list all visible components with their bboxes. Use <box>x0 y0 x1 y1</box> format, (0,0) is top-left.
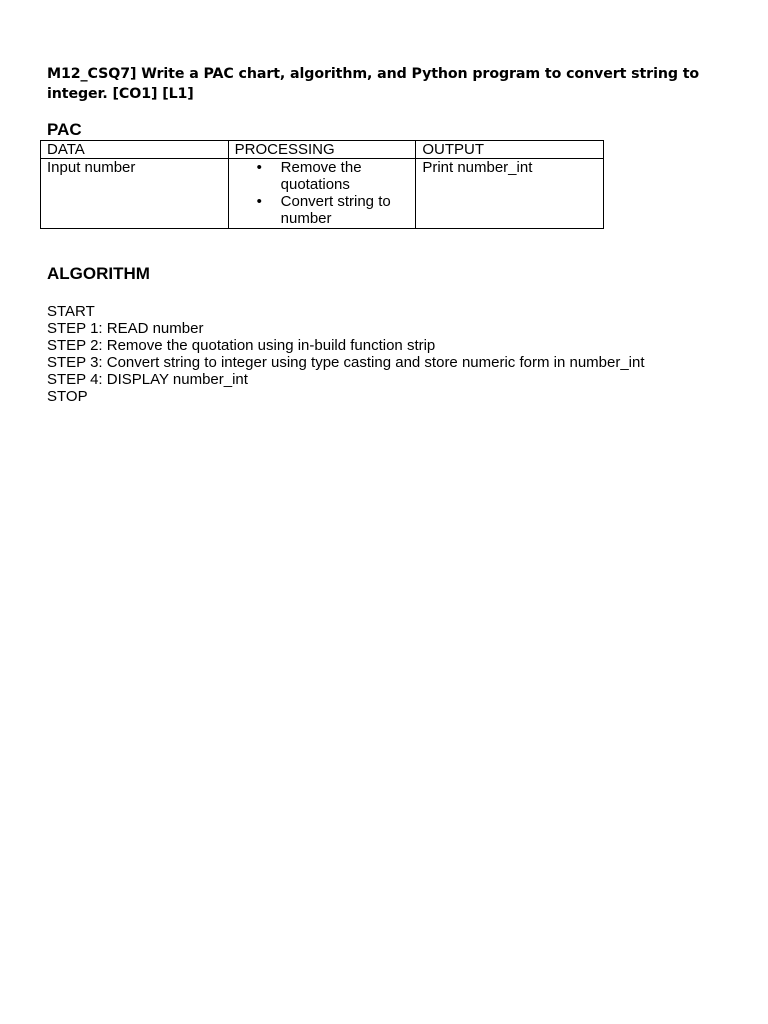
algorithm-steps <box>47 303 645 405</box>
pac-processing-cell <box>228 159 416 229</box>
algorithm-step: STEP 4: DISPLAY number_int <box>47 371 248 388</box>
algorithm-heading: ALGORITHM <box>47 264 150 283</box>
pac-header-processing: PROCESSING <box>228 141 416 159</box>
algorithm-step: STOP <box>47 388 88 405</box>
processing-item-text: Convert string to number <box>280 193 391 227</box>
algorithm-step: STEP 3: Convert string to integer using type casting and store numeric form in number_int <box>47 354 645 371</box>
pac-body-row <box>41 159 604 229</box>
algorithm-step: STEP 1: READ number <box>47 320 204 337</box>
algorithm-step: START <box>47 303 95 320</box>
algorithm-step: STEP 2: Remove the quotation using in-build function strip <box>47 337 436 354</box>
processing-item <box>256 193 410 227</box>
pac-output-cell: Print number_int <box>416 159 604 229</box>
pac-heading: PAC <box>47 120 82 139</box>
pac-header-row <box>41 141 604 159</box>
bullet-icon: • <box>256 193 262 210</box>
pac-header-data: DATA <box>41 141 229 159</box>
processing-item-text: Remove the quotations <box>280 159 362 193</box>
pac-header-output: OUTPUT <box>416 141 604 159</box>
pac-data-cell: Input number <box>41 159 229 229</box>
processing-list <box>235 159 410 227</box>
processing-item <box>256 159 410 193</box>
pac-table <box>40 140 604 229</box>
question-text: M12_CSQ7] Write a PAC chart, algorithm, and Python program to convert string to integer. [CO1] [L1] <box>47 66 700 102</box>
bullet-icon: • <box>256 159 262 176</box>
